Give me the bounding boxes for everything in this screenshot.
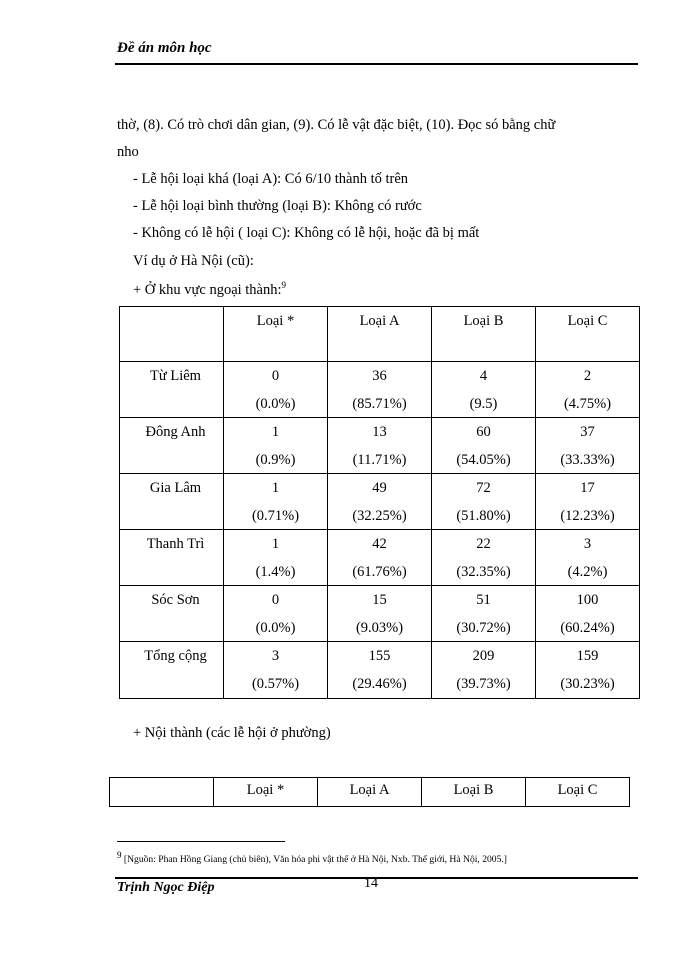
value-cell — [432, 362, 536, 418]
section-suburban: + Ở khu vực ngoại thành:$^9$ — [133, 280, 287, 298]
percent-value: (85.71%) — [352, 396, 407, 412]
value-cell — [328, 418, 432, 474]
percent-value: (33.33%) — [560, 452, 615, 468]
footnote-rule — [117, 841, 285, 842]
footnote-ref: 9 — [281, 280, 287, 290]
table-header-row — [110, 778, 630, 807]
percent-value: (51.80%) — [456, 508, 511, 524]
footnote-mark: 9 — [117, 850, 122, 860]
count-value: 100 — [576, 592, 599, 608]
count-value: 72 — [476, 480, 491, 496]
value-cell — [328, 586, 432, 642]
list-item-type-c: - Không có lễ hội ( loại C): Không có lễ hội, hoặc đã bị mất — [133, 225, 480, 241]
table-header-row — [120, 307, 640, 362]
paragraph-line: thờ, (8). Có trò chơi dân gian, (9). Có lễ vật đặc biệt, (10). Đọc só bằng chữ — [117, 117, 556, 133]
value-cell — [432, 418, 536, 474]
header-cell: Loại A — [328, 307, 432, 362]
row-label-cell: Đông Anh — [120, 418, 224, 474]
percent-value: (0.57%) — [251, 676, 300, 692]
percent-value: (4.2%) — [567, 564, 608, 580]
count-value: 155 — [368, 648, 391, 664]
percent-value: (30.72%) — [456, 620, 511, 636]
count-value: 0 — [271, 368, 280, 384]
value-cell — [224, 418, 328, 474]
value-cell — [328, 474, 432, 530]
header-cell: Loại * — [224, 307, 328, 362]
value-cell — [536, 642, 640, 699]
count-value: 51 — [476, 592, 491, 608]
list-item-type-a: - Lễ hội loại khá (loại A): Có 6/10 thành tố trên — [133, 171, 409, 187]
header-cell: Loại B — [422, 778, 526, 807]
percent-value: (1.4%) — [255, 564, 296, 580]
header-cell: Loại A — [318, 778, 422, 807]
value-cell — [536, 474, 640, 530]
percent-value: (30.23%) — [560, 676, 615, 692]
percent-value: (32.35%) — [456, 564, 511, 580]
value-cell — [536, 586, 640, 642]
count-value: 1 — [271, 536, 280, 552]
value-cell — [536, 530, 640, 586]
footer-author: Trịnh Ngọc Điệp — [117, 880, 215, 895]
table-row — [120, 586, 640, 642]
percent-value: (32.25%) — [352, 508, 407, 524]
count-value: 209 — [472, 648, 495, 664]
value-cell — [328, 362, 432, 418]
page-number: 14 — [364, 876, 378, 891]
count-value: 15 — [372, 592, 387, 608]
value-cell — [224, 530, 328, 586]
table-row — [120, 530, 640, 586]
count-value: 3 — [271, 648, 280, 664]
value-cell — [224, 586, 328, 642]
row-label-cell: Từ Liêm — [120, 362, 224, 418]
header-cell-empty — [120, 307, 224, 362]
count-value: 22 — [476, 536, 491, 552]
count-value: 13 — [372, 424, 387, 440]
percent-value: (0.0%) — [255, 620, 296, 636]
count-value: 42 — [372, 536, 387, 552]
row-label-cell: Tổng cộng — [120, 642, 224, 699]
percent-value: (60.24%) — [560, 620, 615, 636]
header-cell-empty — [110, 778, 214, 807]
count-value: 2 — [583, 368, 592, 384]
paragraph-line: nho — [117, 144, 139, 160]
example-heading: Ví dụ ở Hà Nội (cũ): — [133, 253, 254, 269]
suburban-festival-table — [119, 306, 640, 699]
value-cell — [536, 362, 640, 418]
row-label-cell: Gia Lâm — [120, 474, 224, 530]
percent-value: (0.0%) — [255, 396, 296, 412]
percent-value: (11.71%) — [352, 452, 407, 468]
count-value: 1 — [271, 424, 280, 440]
footnote: 9 [Nguồn: Phan Hồng Giang (chủ biên), Văn hóa phi vật thể ở Hà Nội, Nxb. Thế giới, Hà Nội, 2005.] — [117, 850, 507, 866]
header-cell: Loại C — [536, 307, 640, 362]
section-inner-city: + Nội thành (các lễ hội ở phường) — [133, 725, 331, 741]
header-cell: Loại C — [526, 778, 630, 807]
header-cell: Loại * — [214, 778, 318, 807]
percent-value: (0.71%) — [251, 508, 300, 524]
count-value: 0 — [271, 592, 280, 608]
count-value: 17 — [580, 480, 595, 496]
count-value: 3 — [583, 536, 592, 552]
inner-city-festival-table — [109, 777, 630, 807]
percent-value: (9.03%) — [355, 620, 404, 636]
value-cell — [224, 362, 328, 418]
table-row — [120, 362, 640, 418]
value-cell — [432, 474, 536, 530]
percent-value: (54.05%) — [456, 452, 511, 468]
count-value: 49 — [372, 480, 387, 496]
header-rule — [115, 63, 638, 65]
value-cell — [432, 586, 536, 642]
count-value: 36 — [372, 368, 387, 384]
percent-value: (61.76%) — [352, 564, 407, 580]
value-cell — [432, 642, 536, 699]
table-row — [120, 474, 640, 530]
count-value: 159 — [576, 648, 599, 664]
table-row — [120, 418, 640, 474]
value-cell — [224, 474, 328, 530]
percent-value: (29.46%) — [352, 676, 407, 692]
percent-value: (39.73%) — [456, 676, 511, 692]
count-value: 4 — [479, 368, 488, 384]
percent-value: (12.23%) — [560, 508, 615, 524]
percent-value: (4.75%) — [563, 396, 612, 412]
percent-value: (9.5) — [469, 396, 498, 412]
table-row — [120, 642, 640, 699]
value-cell — [224, 642, 328, 699]
count-value: 1 — [271, 480, 280, 496]
value-cell — [328, 642, 432, 699]
count-value: 37 — [580, 424, 595, 440]
row-label-cell: Sóc Sơn — [120, 586, 224, 642]
page-header-title: Đề án môn học — [117, 40, 212, 56]
header-cell: Loại B — [432, 307, 536, 362]
percent-value: (0.9%) — [255, 452, 296, 468]
value-cell — [432, 530, 536, 586]
count-value: 60 — [476, 424, 491, 440]
row-label-cell: Thanh Trì — [120, 530, 224, 586]
value-cell — [328, 530, 432, 586]
list-item-type-b: - Lễ hội loại bình thường (loại B): Không có rước — [133, 198, 422, 214]
value-cell — [536, 418, 640, 474]
